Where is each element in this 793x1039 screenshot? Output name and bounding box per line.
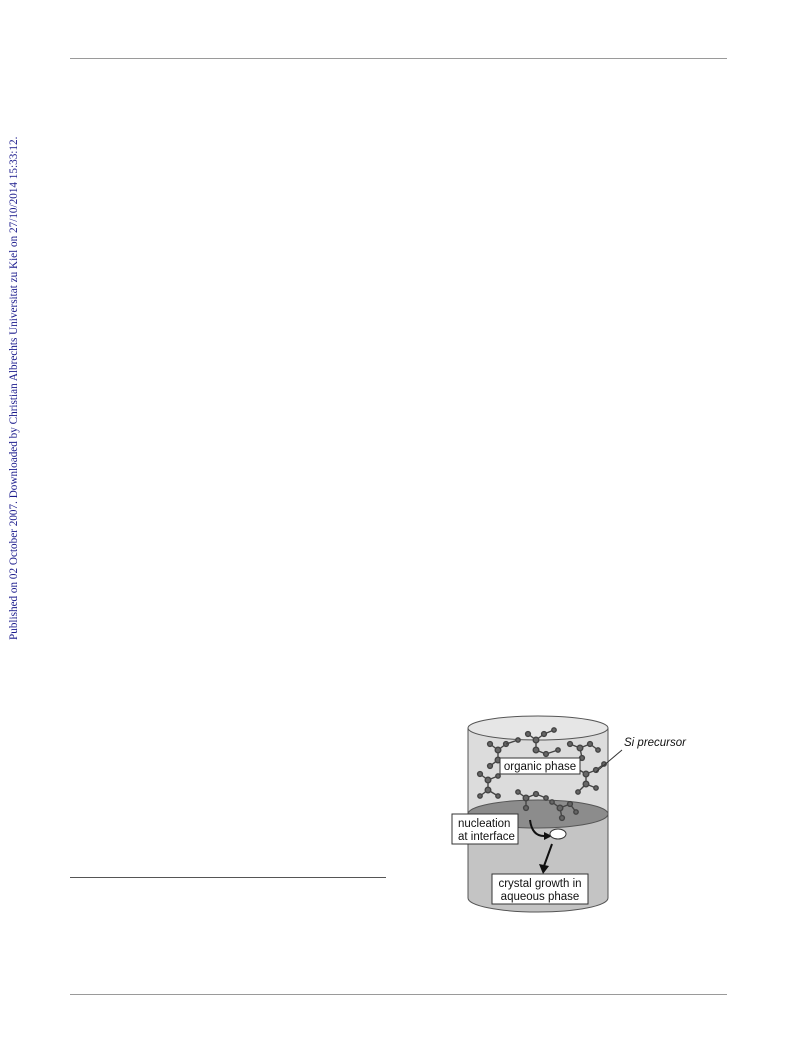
provenance-note[interactable]: Published on 02 October 2007. Downloaded by Christian Albrechts Universitat zu Kiel on 27/10/2014 15:33:12. <box>8 136 20 640</box>
nucleation-label-line2: at interface <box>458 831 515 843</box>
si-precursor-label: Si precursor <box>624 737 686 749</box>
header-rule <box>70 58 727 59</box>
organic-phase-label: organic phase <box>503 761 577 773</box>
crystal-nucleus <box>550 829 566 839</box>
diagram-svg <box>440 706 710 921</box>
growth-label-line2: aqueous phase <box>500 891 580 903</box>
nucleation-label-line1: nucleation <box>458 818 511 830</box>
figure-cylinder-diagram <box>440 706 710 921</box>
top-ellipse <box>468 716 608 740</box>
footnote-rule <box>70 877 386 878</box>
footer-rule <box>70 994 727 995</box>
growth-label-line1: crystal growth in <box>498 878 582 890</box>
